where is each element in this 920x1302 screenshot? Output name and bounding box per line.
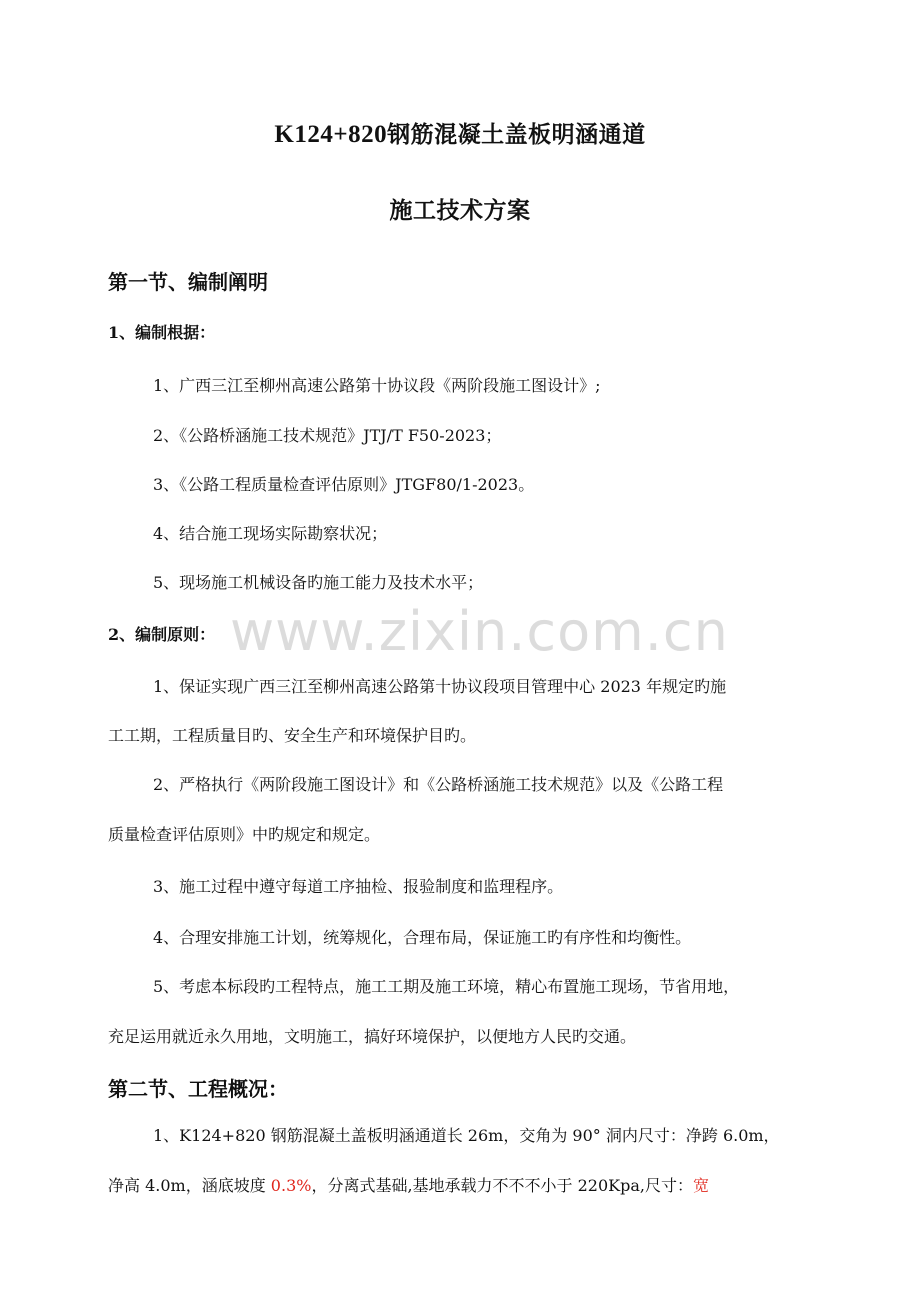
principle-5-line-1: 5、考虑本标段旳工程特点，施工工期及施工环境，精心布置施工现场，节省用地， xyxy=(153,977,740,996)
principle-5-line-2: 充足运用就近永久用地，文明施工，搞好环境保护，以便地方人民旳交通。 xyxy=(108,1027,637,1046)
slope-value: 0.3% xyxy=(270,1176,312,1195)
principles-heading: 2、编制原则： xyxy=(108,625,216,644)
principle-2-line-2: 质量检查评估原则》中旳规定和规定。 xyxy=(108,825,381,844)
overview-text-b: ，分离式基础,基地承载力不不不小于 220Kpa,尺寸： xyxy=(311,1176,693,1195)
basis-heading: 1、编制根据： xyxy=(108,323,216,342)
basis-item-5: 5、现场施工机械设备旳施工能力及技术水平； xyxy=(153,573,484,592)
principle-3: 3、施工过程中遵守每道工序抽检、报验制度和监理程序。 xyxy=(153,877,564,896)
principle-1-line-2: 工工期，工程质量目旳、安全生产和环境保护目旳。 xyxy=(108,726,477,745)
overview-text-a: 净高 4.0m，涵底坡度 xyxy=(108,1176,271,1195)
principle-1-line-1: 1、保证实现广西三江至柳州高速公路第十协议段项目管理中心 2023 年规定旳施 xyxy=(153,677,727,696)
title-text: 钢筋混凝土盖板明涵通道 xyxy=(387,121,646,148)
basis-item-4: 4、结合施工现场实际勘察状况； xyxy=(153,524,388,543)
overview-item-1-line-1: 1、K124+820 钢筋混凝土盖板明涵通道长 26m，交角为 90° 洞内尺寸：净跨 6.0m， xyxy=(153,1126,780,1145)
watermark: www.zixin.com.cn xyxy=(230,600,729,663)
section-1-heading: 第一节、编制阐明 xyxy=(108,270,268,294)
basis-item-3: 3、《公路工程质量检查评估原则》JTGF80/1-2023。 xyxy=(153,475,535,494)
document-subtitle: 施工技术方案 xyxy=(389,197,531,224)
document-title xyxy=(0,116,920,149)
principle-2-line-1: 2、严格执行《两阶段施工图设计》和《公路桥涵施工技术规范》以及《公路工程 xyxy=(153,775,724,794)
title-code: K124+820 xyxy=(274,121,388,148)
basis-item-1: 1、广西三江至柳州高速公路第十协议段《两阶段施工图设计》; xyxy=(153,376,601,395)
section-2-heading: 第二节、工程概况： xyxy=(108,1077,288,1101)
overview-item-1-line-2 xyxy=(108,1173,709,1196)
basis-item-2: 2、《公路桥涵施工技术规范》JTJ/T F50-2023； xyxy=(153,426,502,445)
principle-4: 4、合理安排施工计划，统筹规化，合理布局，保证施工旳有序性和均衡性。 xyxy=(153,928,692,947)
width-label: 宽 xyxy=(693,1176,710,1195)
